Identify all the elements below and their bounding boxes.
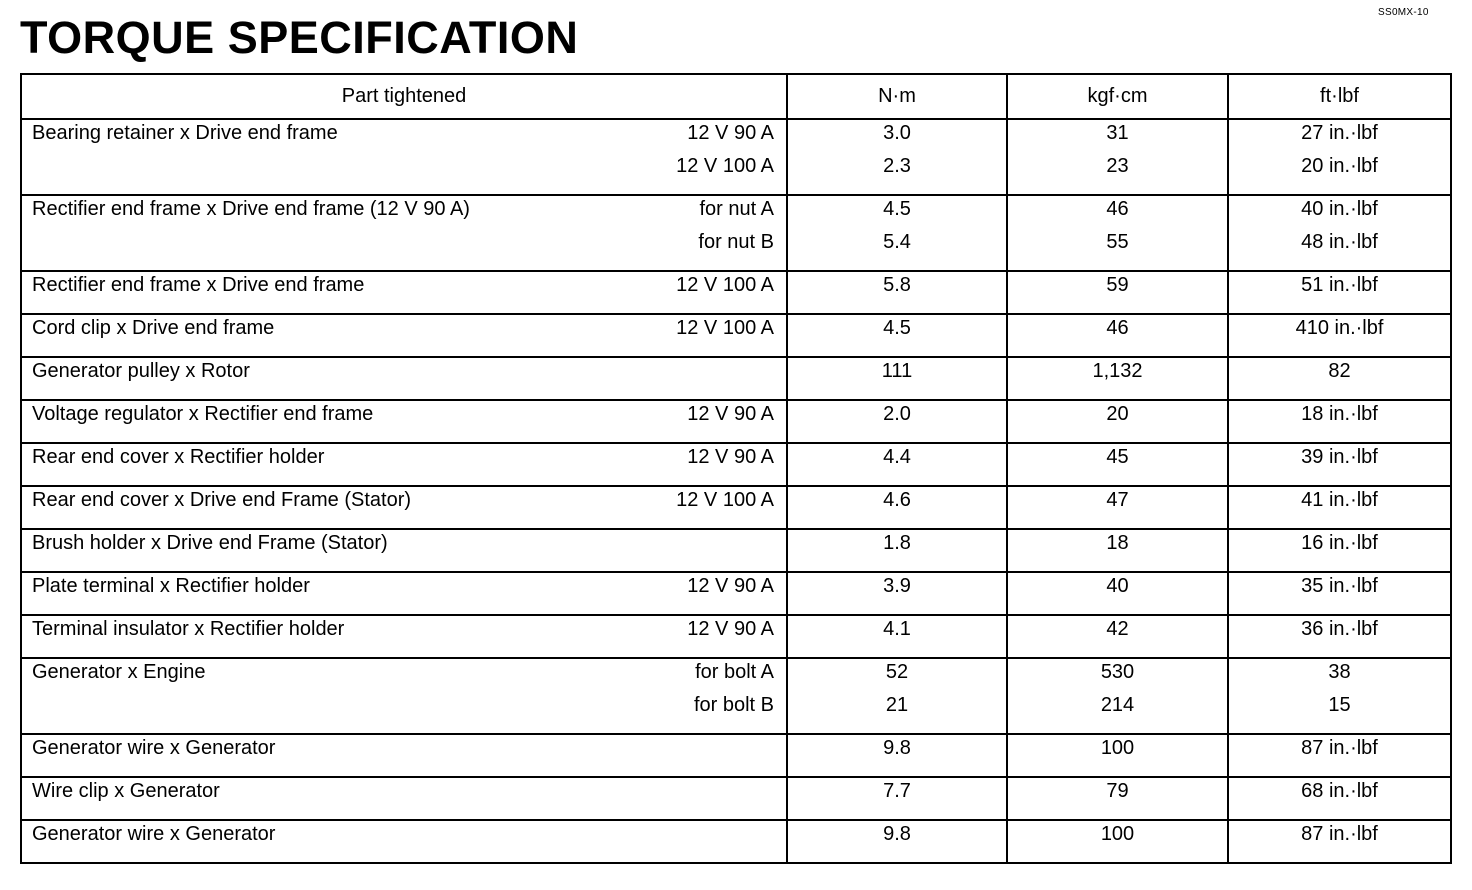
kgf-cm-value-cell <box>1007 314 1228 357</box>
part-cell <box>21 271 787 314</box>
table-row <box>21 195 1451 271</box>
nm-value: 4.5 <box>883 317 911 339</box>
nm-value: 111 <box>881 360 913 382</box>
ft-lbf-value: 48 in.·lbf <box>1301 231 1378 253</box>
nm-value: 9.8 <box>883 823 911 845</box>
part-line <box>22 659 786 692</box>
part-condition: 12 V 90 A <box>687 122 774 144</box>
torque-spec-table <box>20 73 1452 864</box>
table-row <box>21 119 1451 195</box>
kgf-cm-value-cell <box>1007 820 1228 863</box>
part-cell <box>21 658 787 734</box>
nm-value: 9.8 <box>883 737 911 759</box>
table-row <box>21 357 1451 400</box>
nm-value: 3.9 <box>883 575 911 597</box>
part-line <box>22 821 786 854</box>
nm-value-cell <box>787 658 1007 734</box>
part-line <box>22 153 786 186</box>
ft-lbf-value: 15 <box>1328 694 1351 716</box>
kgf-cm-value-cell <box>1007 615 1228 658</box>
part-cell <box>21 572 787 615</box>
part-line <box>22 778 786 811</box>
nm-value: 5.4 <box>883 231 911 253</box>
nm-value: 7.7 <box>883 780 911 802</box>
table-row <box>21 443 1451 486</box>
part-line <box>22 487 786 520</box>
part-name: Rectifier end frame x Drive end frame <box>32 274 365 296</box>
part-name: Wire clip x Generator <box>32 780 220 802</box>
nm-value-cell <box>787 615 1007 658</box>
ft-lbf-value: 40 in.·lbf <box>1301 198 1378 220</box>
part-name: Generator wire x Generator <box>32 737 276 759</box>
table-row <box>21 777 1451 820</box>
kgf-cm-value-cell <box>1007 734 1228 777</box>
part-cell <box>21 615 787 658</box>
ft-lbf-value: 87 in.·lbf <box>1301 823 1378 845</box>
ft-lbf-value-cell <box>1228 443 1451 486</box>
ft-lbf-value-cell <box>1228 271 1451 314</box>
kgf-cm-value: 47 <box>1106 489 1129 511</box>
nm-value: 2.3 <box>883 155 911 177</box>
kgf-cm-value: 42 <box>1106 618 1129 640</box>
ft-lbf-value: 16 in.·lbf <box>1301 532 1378 554</box>
ft-lbf-value: 35 in.·lbf <box>1301 575 1378 597</box>
kgf-cm-value: 100 <box>1100 823 1135 845</box>
part-name: Rear end cover x Drive end Frame (Stator) <box>32 489 412 511</box>
kgf-cm-value-cell <box>1007 400 1228 443</box>
nm-value-cell <box>787 271 1007 314</box>
ft-lbf-value-cell <box>1228 357 1451 400</box>
nm-value-cell <box>787 777 1007 820</box>
ft-lbf-value: 68 in.·lbf <box>1301 780 1378 802</box>
table-row <box>21 400 1451 443</box>
kgf-cm-value: 20 <box>1106 403 1129 425</box>
nm-value: 52 <box>885 661 909 683</box>
part-cell <box>21 486 787 529</box>
part-condition: for bolt A <box>695 661 774 683</box>
ft-lbf-value-cell <box>1228 314 1451 357</box>
part-line <box>22 616 786 649</box>
ft-lbf-value-cell <box>1228 777 1451 820</box>
table-row <box>21 529 1451 572</box>
ft-lbf-value: 41 in.·lbf <box>1301 489 1378 511</box>
part-cell <box>21 357 787 400</box>
nm-value: 5.8 <box>883 274 911 296</box>
part-line <box>22 196 786 229</box>
ft-lbf-value: 410 in.·lbf <box>1295 317 1384 339</box>
nm-value: 4.1 <box>883 618 911 640</box>
part-line <box>22 444 786 477</box>
header-kgf-cm: kgf·cm <box>1007 74 1228 119</box>
part-cell <box>21 195 787 271</box>
ft-lbf-value-cell <box>1228 486 1451 529</box>
part-line <box>22 315 786 348</box>
table-row <box>21 314 1451 357</box>
table-row <box>21 572 1451 615</box>
kgf-cm-value: 55 <box>1106 231 1129 253</box>
nm-value-cell <box>787 486 1007 529</box>
part-name: Generator x Engine <box>32 661 206 683</box>
table-header-row <box>21 74 1451 119</box>
table-row <box>21 658 1451 734</box>
kgf-cm-value-cell <box>1007 572 1228 615</box>
nm-value: 2.0 <box>883 403 911 425</box>
ft-lbf-value: 82 <box>1328 360 1351 382</box>
part-name: Generator pulley x Rotor <box>32 360 250 382</box>
part-condition: for nut A <box>699 198 774 220</box>
nm-value-cell <box>787 443 1007 486</box>
kgf-cm-value: 40 <box>1106 575 1129 597</box>
part-name: Rectifier end frame x Drive end frame (12 V 90 A) <box>32 198 470 220</box>
part-cell <box>21 734 787 777</box>
nm-value-cell <box>787 314 1007 357</box>
ft-lbf-value-cell <box>1228 400 1451 443</box>
ft-lbf-value-cell <box>1228 195 1451 271</box>
table-body <box>21 119 1451 863</box>
part-line <box>22 735 786 768</box>
part-condition: 12 V 90 A <box>687 575 774 597</box>
part-name: Plate terminal x Rectifier holder <box>32 575 310 597</box>
document-code: SS0MX-10 <box>1378 7 1429 18</box>
ft-lbf-value-cell <box>1228 734 1451 777</box>
part-cell <box>21 119 787 195</box>
part-condition: 12 V 90 A <box>687 403 774 425</box>
ft-lbf-value-cell <box>1228 658 1451 734</box>
nm-value-cell <box>787 195 1007 271</box>
nm-value-cell <box>787 119 1007 195</box>
part-cell <box>21 777 787 820</box>
part-line <box>22 692 786 725</box>
part-cell <box>21 529 787 572</box>
part-name: Rear end cover x Rectifier holder <box>32 446 325 468</box>
kgf-cm-value: 31 <box>1106 122 1129 144</box>
nm-value: 4.4 <box>883 446 911 468</box>
header-nm: N·m <box>787 74 1007 119</box>
kgf-cm-value-cell <box>1007 195 1228 271</box>
kgf-cm-value: 530 <box>1100 661 1135 683</box>
table-row <box>21 271 1451 314</box>
kgf-cm-value: 46 <box>1106 317 1129 339</box>
part-name: Brush holder x Drive end Frame (Stator) <box>32 532 388 554</box>
kgf-cm-value-cell <box>1007 658 1228 734</box>
part-condition: for bolt B <box>693 694 774 716</box>
part-line <box>22 530 786 563</box>
part-condition: 12 V 100 A <box>676 155 774 177</box>
header-part-tightened: Part tightened <box>21 74 787 119</box>
kgf-cm-value: 45 <box>1106 446 1129 468</box>
part-condition: 12 V 100 A <box>676 274 774 296</box>
kgf-cm-value: 23 <box>1106 155 1129 177</box>
header-ft-lbf: ft·lbf <box>1228 74 1451 119</box>
nm-value-cell <box>787 529 1007 572</box>
part-condition: 12 V 100 A <box>676 489 774 511</box>
part-cell <box>21 443 787 486</box>
kgf-cm-value-cell <box>1007 777 1228 820</box>
part-name: Bearing retainer x Drive end frame <box>32 122 338 144</box>
part-condition: 12 V 90 A <box>687 446 774 468</box>
ft-lbf-value: 20 in.·lbf <box>1301 155 1378 177</box>
table-row <box>21 486 1451 529</box>
ft-lbf-value-cell <box>1228 529 1451 572</box>
ft-lbf-value: 39 in.·lbf <box>1301 446 1378 468</box>
page-title: TORQUE SPECIFICATION <box>20 12 579 63</box>
part-cell <box>21 820 787 863</box>
nm-value-cell <box>787 734 1007 777</box>
part-line <box>22 120 786 153</box>
ft-lbf-value-cell <box>1228 119 1451 195</box>
table-row <box>21 615 1451 658</box>
part-name: Cord clip x Drive end frame <box>32 317 275 339</box>
nm-value: 4.5 <box>883 198 911 220</box>
ft-lbf-value: 51 in.·lbf <box>1301 274 1378 296</box>
part-line <box>22 229 786 262</box>
part-line <box>22 358 786 391</box>
part-line <box>22 573 786 606</box>
part-condition: 12 V 100 A <box>676 317 774 339</box>
nm-value-cell <box>787 400 1007 443</box>
kgf-cm-value: 1,132 <box>1092 360 1143 382</box>
ft-lbf-value: 18 in.·lbf <box>1301 403 1378 425</box>
ft-lbf-value: 87 in.·lbf <box>1301 737 1378 759</box>
ft-lbf-value-cell <box>1228 615 1451 658</box>
part-cell <box>21 314 787 357</box>
kgf-cm-value-cell <box>1007 486 1228 529</box>
part-cell <box>21 400 787 443</box>
part-name: Terminal insulator x Rectifier holder <box>32 618 345 640</box>
kgf-cm-value: 59 <box>1106 274 1129 296</box>
kgf-cm-value-cell <box>1007 119 1228 195</box>
kgf-cm-value-cell <box>1007 443 1228 486</box>
part-name: Generator wire x Generator <box>32 823 276 845</box>
ft-lbf-value: 36 in.·lbf <box>1301 618 1378 640</box>
nm-value-cell <box>787 357 1007 400</box>
ft-lbf-value: 27 in.·lbf <box>1301 122 1378 144</box>
kgf-cm-value-cell <box>1007 271 1228 314</box>
table-row <box>21 734 1451 777</box>
kgf-cm-value: 46 <box>1106 198 1129 220</box>
nm-value-cell <box>787 572 1007 615</box>
nm-value: 4.6 <box>883 489 911 511</box>
ft-lbf-value-cell <box>1228 820 1451 863</box>
kgf-cm-value-cell <box>1007 529 1228 572</box>
part-line <box>22 272 786 305</box>
nm-value: 1.8 <box>883 532 911 554</box>
part-name: Voltage regulator x Rectifier end frame <box>32 403 374 425</box>
kgf-cm-value: 214 <box>1100 694 1135 716</box>
ft-lbf-value-cell <box>1228 572 1451 615</box>
nm-value: 21 <box>885 694 909 716</box>
ft-lbf-value: 38 <box>1328 661 1351 683</box>
kgf-cm-value: 18 <box>1106 532 1129 554</box>
kgf-cm-value-cell <box>1007 357 1228 400</box>
nm-value-cell <box>787 820 1007 863</box>
table-row <box>21 820 1451 863</box>
kgf-cm-value: 79 <box>1106 780 1129 802</box>
nm-value: 3.0 <box>883 122 911 144</box>
part-condition: for nut B <box>698 231 774 253</box>
kgf-cm-value: 100 <box>1100 737 1135 759</box>
part-condition: 12 V 90 A <box>687 618 774 640</box>
part-line <box>22 401 786 434</box>
